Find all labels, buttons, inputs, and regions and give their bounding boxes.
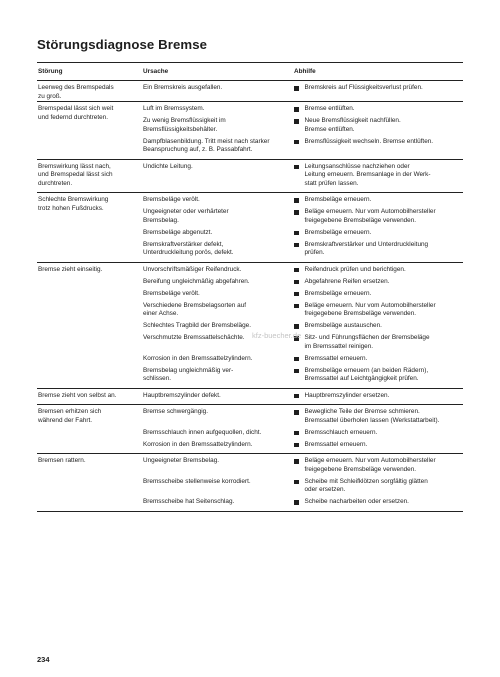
cause-remedy-list xyxy=(143,454,463,511)
cause-cell: Ungeeigneter oder verhärteter Bremsbelag. xyxy=(143,208,229,224)
square-bullet-icon xyxy=(294,231,299,236)
cause-remedy-list xyxy=(143,389,463,405)
symptom-cell: Leerweg des Bremspedals zu groß. xyxy=(38,84,114,100)
remedy-text: Beläge erneuern. Nur vom Automobilhersteller freigegebene Bremsbeläge verwenden. xyxy=(304,457,436,473)
cause-remedy-row xyxy=(143,138,463,155)
remedy-cell xyxy=(294,302,463,319)
remedy-text: Beläge erneuern. Nur vom Automobilhersteller freigegebene Bremsbeläge verwenden. xyxy=(304,301,436,317)
square-bullet-icon xyxy=(294,243,299,248)
remedy-text: Bremsbeläge austauschen. xyxy=(304,322,382,329)
table-body xyxy=(37,81,463,512)
remedy-text: Bremsbeläge erneuern (an beiden Rädern), Bremssattel auf Leichtgängigkeit prüfen. xyxy=(304,366,429,382)
remedy-cell xyxy=(294,241,463,258)
watermark: kfz-buecher.de xyxy=(252,331,302,340)
page-number: 234 xyxy=(37,655,50,664)
cause-remedy-row xyxy=(143,241,463,258)
remedy-text: Bremssattel erneuern. xyxy=(304,354,368,362)
remedy-text: Scheibe nacharbeiten oder ersetzen. xyxy=(304,498,409,505)
symptom-cell: Bremsen rattern. xyxy=(38,457,86,464)
cause-cell: Bremsbeläge verölt. xyxy=(143,289,200,297)
square-bullet-icon xyxy=(294,304,299,309)
remedy-cell xyxy=(294,117,463,134)
square-bullet-icon xyxy=(294,324,299,329)
square-bullet-icon xyxy=(294,107,299,112)
remedy-text: Neue Bremsflüssigkeit nachfüllen. Bremse entlüften. xyxy=(304,117,401,133)
remedy-text: Hauptbremszylinder ersetzen. xyxy=(304,391,390,399)
remedy-text: Scheibe mit Schleifklötzen sorgfältig glätten oder ersetzen. xyxy=(304,477,428,493)
cause-remedy-row xyxy=(143,355,463,364)
remedy-cell xyxy=(294,392,463,401)
cause-remedy-list xyxy=(143,193,463,262)
cause-remedy-row xyxy=(143,163,463,189)
cause-cell: Undichte Leitung. xyxy=(143,162,193,170)
remedy-cell xyxy=(294,322,463,331)
table-row xyxy=(37,263,463,389)
square-bullet-icon xyxy=(294,369,299,374)
cause-remedy-row xyxy=(143,498,463,507)
square-bullet-icon xyxy=(294,292,299,297)
cause-remedy-list xyxy=(143,263,463,388)
remedy-cell xyxy=(294,138,463,155)
remedy-text: Bremsschlauch erneuern. xyxy=(304,428,378,436)
symptom-cell: Schlechte Bremswirkung trotz hohen Fußdrucks. xyxy=(38,196,109,212)
table-row xyxy=(37,454,463,512)
cause-remedy-row xyxy=(143,478,463,495)
remedy-text: Bremsbeläge erneuern. xyxy=(304,196,372,203)
cause-remedy-row xyxy=(143,117,463,134)
table-row xyxy=(37,102,463,160)
remedy-cell xyxy=(294,266,463,275)
remedy-text: Abgefahrene Reifen ersetzen. xyxy=(304,277,390,285)
remedy-text: Bremskreis auf Flüssigkeitsverlust prüfen. xyxy=(304,84,423,91)
cause-cell: Verschiedene Bremsbelagsorten auf einer Achse. xyxy=(143,301,247,317)
cause-remedy-list xyxy=(143,81,463,101)
remedy-text: Bremssattel erneuern. xyxy=(304,440,368,448)
cause-cell: Unvorschriftsmäßiger Reifendruck. xyxy=(143,265,242,273)
symptom-cell: Bremsen erhitzen sich während der Fahrt. xyxy=(38,408,102,424)
cause-cell: Bremse schwergängig. xyxy=(143,408,209,415)
square-bullet-icon xyxy=(294,280,299,285)
header-symptom: Störung xyxy=(38,68,63,75)
cause-cell: Zu wenig Bremsflüssigkeit im Bremsflüssigkeitsbehälter. xyxy=(143,117,226,133)
cause-remedy-row xyxy=(143,322,463,331)
symptom-cell: Bremse zieht von selbst an. xyxy=(38,391,117,399)
remedy-cell xyxy=(294,208,463,225)
cause-remedy-row xyxy=(143,302,463,319)
remedy-cell xyxy=(294,367,463,384)
table-row xyxy=(37,160,463,194)
remedy-cell xyxy=(294,229,463,238)
square-bullet-icon xyxy=(294,357,299,362)
cause-cell: Ein Bremskreis ausgefallen. xyxy=(143,84,223,91)
cause-remedy-row xyxy=(143,208,463,225)
remedy-cell xyxy=(294,408,463,425)
square-bullet-icon xyxy=(294,500,299,505)
cause-cell: Korrosion in den Bremssattelzylindern. xyxy=(143,440,253,448)
cause-remedy-row xyxy=(143,196,463,205)
remedy-cell xyxy=(294,429,463,438)
remedy-text: Bremsflüssigkeit wechseln. Bremse entlüften. xyxy=(304,137,434,145)
remedy-cell xyxy=(294,163,463,189)
cause-remedy-row xyxy=(143,392,463,401)
square-bullet-icon xyxy=(294,268,299,273)
cause-remedy-list xyxy=(143,102,463,159)
square-bullet-icon xyxy=(294,431,299,436)
square-bullet-icon xyxy=(294,443,299,448)
header-cause: Ursache xyxy=(143,68,169,75)
remedy-cell xyxy=(294,441,463,450)
header-remedy: Abhilfe xyxy=(294,68,316,75)
cause-cell: Schlechtes Tragbild der Bremsbeläge. xyxy=(143,322,251,329)
symptom-cell: Bremspedal lässt sich weit und federnd durchtreten. xyxy=(38,105,114,121)
remedy-cell xyxy=(294,457,463,474)
square-bullet-icon xyxy=(294,86,299,91)
table-row xyxy=(37,193,463,263)
cause-remedy-row xyxy=(143,334,463,351)
cause-cell: Hauptbremszylinder defekt. xyxy=(143,391,221,399)
cause-cell: Luft im Bremssystem. xyxy=(143,105,205,112)
remedy-text: Leitungsanschlüsse nachziehen oder Leitung erneuern. Bremsanlage in der Werk- statt prüfen lassen. xyxy=(304,162,431,187)
cause-remedy-row xyxy=(143,105,463,114)
cause-remedy-row xyxy=(143,441,463,450)
cause-remedy-list xyxy=(143,160,463,193)
remedy-cell xyxy=(294,278,463,287)
remedy-text: Bewegliche Teile der Bremse schmieren. Bremssattel überholen lassen (Werkstattarbeit). xyxy=(304,408,440,424)
cause-remedy-row xyxy=(143,408,463,425)
square-bullet-icon xyxy=(294,480,299,485)
cause-cell: Dampfblasenbildung. Tritt meist nach starker Beanspruchung auf, z. B. Passabfahrt. xyxy=(143,137,270,153)
remedy-cell xyxy=(294,498,463,507)
table-row xyxy=(37,405,463,454)
cause-remedy-list xyxy=(143,405,463,453)
remedy-cell xyxy=(294,355,463,364)
table-row xyxy=(37,81,463,102)
cause-remedy-row xyxy=(143,367,463,384)
cause-cell: Bremskraftverstärker defekt, Unterdruckleitung porös, defekt. xyxy=(143,240,234,256)
cause-remedy-row xyxy=(143,266,463,275)
cause-cell: Bremsschlauch innen aufgequollen, dicht. xyxy=(143,428,262,436)
cause-cell: Ungeeigneter Bremsbelag. xyxy=(143,457,220,464)
table-header xyxy=(37,63,463,81)
remedy-cell xyxy=(294,105,463,114)
cause-cell: Bremsbelag ungleichmäßig ver- schlissen. xyxy=(143,366,234,382)
cause-cell: Bremsbeläge verölt. xyxy=(143,196,200,203)
page-title: Störungsdiagnose Bremse xyxy=(37,37,208,52)
remedy-text: Bremsbeläge erneuern. xyxy=(304,289,372,297)
square-bullet-icon xyxy=(294,198,299,203)
table-row xyxy=(37,389,463,406)
remedy-text: Sitz- und Führungsflächen der Bremsbeläge im Bremssattel reinigen. xyxy=(304,334,430,350)
cause-cell: Verschmutzte Bremssattelschächte. xyxy=(143,334,245,341)
cause-cell: Bereifung ungleichmäßig abgefahren. xyxy=(143,277,250,285)
square-bullet-icon xyxy=(294,410,299,415)
cause-cell: Bremsscheibe stellenweise korrodiert. xyxy=(143,477,251,485)
symptom-cell: Bremswirkung lässt nach, und Bremspedal lässt sich durchtreten. xyxy=(38,162,113,187)
square-bullet-icon xyxy=(294,394,299,399)
square-bullet-icon xyxy=(294,119,299,124)
symptom-cell: Bremse zieht einseitig. xyxy=(38,265,103,273)
diagnosis-table xyxy=(37,62,463,512)
square-bullet-icon xyxy=(294,459,299,464)
square-bullet-icon xyxy=(294,165,299,170)
remedy-text: Reifendruck prüfen und berichtigen. xyxy=(304,265,406,273)
remedy-text: Bremse entlüften. xyxy=(304,105,355,112)
square-bullet-icon xyxy=(294,140,299,145)
cause-cell: Korrosion in den Bremssattelzylindern. xyxy=(143,354,253,362)
cause-remedy-row xyxy=(143,229,463,238)
remedy-cell xyxy=(294,478,463,495)
cause-remedy-row xyxy=(143,84,463,93)
remedy-cell xyxy=(294,290,463,299)
cause-remedy-row xyxy=(143,429,463,438)
remedy-text: Beläge erneuern. Nur vom Automobilhersteller freigegebene Bremsbeläge verwenden. xyxy=(304,208,436,224)
remedy-text: Bremskraftverstärker und Unterdruckleitung prüfen. xyxy=(304,240,429,256)
remedy-cell xyxy=(294,84,463,93)
square-bullet-icon xyxy=(294,210,299,215)
cause-cell: Bremsscheibe hat Seitenschlag. xyxy=(143,498,235,505)
cause-remedy-row xyxy=(143,457,463,474)
cause-cell: Bremsbeläge abgenutzt. xyxy=(143,228,213,236)
remedy-cell xyxy=(294,196,463,205)
cause-remedy-row xyxy=(143,290,463,299)
cause-remedy-row xyxy=(143,278,463,287)
remedy-cell xyxy=(294,334,463,351)
remedy-text: Bremsbeläge erneuern. xyxy=(304,228,372,236)
